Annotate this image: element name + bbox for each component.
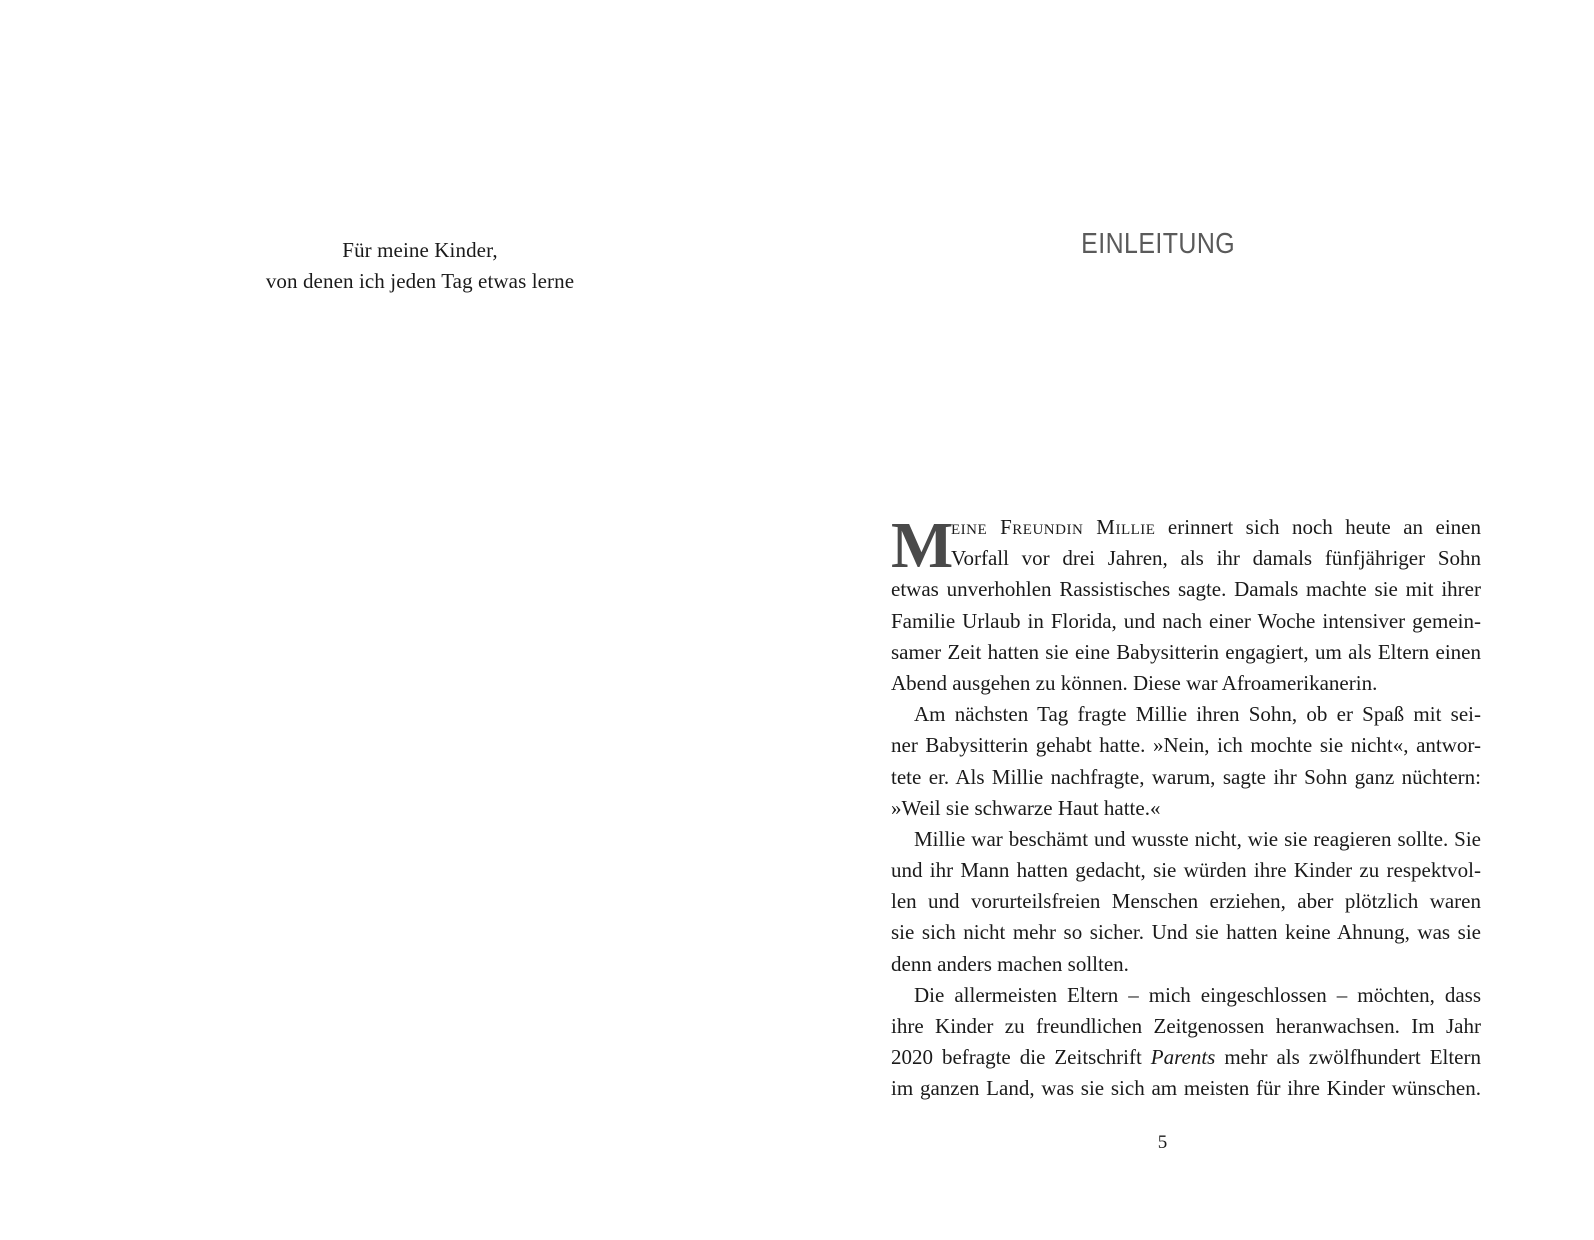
text-line-9: tete er. Als Millie nachfragte, warum, sagte ihr Sohn ganz nüchtern:: [891, 764, 1481, 789]
text-line-14: sie sich nicht mehr so sicher. Und sie hatten keine Ahnung, was sie: [891, 920, 1481, 945]
magazine-title: Parents: [1150, 1045, 1216, 1070]
text-line-12: und ihr Mann hatten gedacht, sie würden ihre Kinder zu respektvol-: [891, 858, 1481, 883]
text-line-1: eine Freundin Millie erinnert sich noch heute an einen: [951, 515, 1481, 539]
dedication-line-2: von denen ich jeden Tag etwas lerne: [265, 269, 575, 294]
text-line-7: Am nächsten Tag fragte Millie ihren Sohn, ob er Spaß mit sei-: [914, 702, 1481, 727]
text-line-6: Abend ausgehen zu können. Diese war Afroamerikanerin.: [891, 670, 1378, 695]
body-text: [891, 509, 1481, 1105]
right-page: [797, 0, 1594, 1240]
text-line-15: denn anders machen sollten.: [891, 951, 1129, 976]
text-line-10: »Weil sie schwarze Haut hatte.«: [891, 795, 1161, 820]
text-line-19: im ganzen Land, was sie sich am meisten für ihre Kinder wünschen.: [891, 1076, 1481, 1101]
text-line-2: Vorfall vor drei Jahren, als ihr damals fünfjähriger Sohn: [951, 546, 1481, 571]
page-number: 5: [1157, 1132, 1168, 1153]
text-line-11: Millie war beschämt und wusste nicht, wie sie reagieren sollte. Sie: [914, 826, 1481, 851]
text-line-13: len und vorurteilsfreien Menschen erziehen, aber plötzlich waren: [891, 889, 1481, 914]
text-line-8: ner Babysitterin gehabt hatte. »Nein, ich mochte sie nicht«, antwor-: [891, 733, 1481, 758]
dedication: [160, 234, 680, 296]
text-line-17: ihre Kinder zu freundlichen Zeitgenossen heranwachsen. Im Jahr: [891, 1014, 1481, 1038]
text-line-5: samer Zeit hatten sie eine Babysitterin engagiert, um als Eltern einen: [891, 639, 1481, 664]
chapter-title: EINLEITUNG: [1081, 228, 1236, 260]
drop-cap: M: [891, 509, 954, 582]
opening-smallcaps: eine Freundin Millie: [951, 515, 1156, 539]
text-line-3: etwas unverhohlen Rassistisches sagte. Damals machte sie mit ihrer: [891, 577, 1481, 602]
text-line-4: Familie Urlaub in Florida, und nach einer Woche intensiver gemein-: [891, 608, 1481, 633]
text-line-16: Die allermeisten Eltern – mich eingeschlossen – möchten, dass: [914, 982, 1481, 1007]
text-line-18: 2020 befragte die Zeitschrift Parents mehr als zwölfhundert Eltern: [891, 1045, 1481, 1070]
dedication-line-1: Für meine Kinder,: [342, 238, 498, 262]
